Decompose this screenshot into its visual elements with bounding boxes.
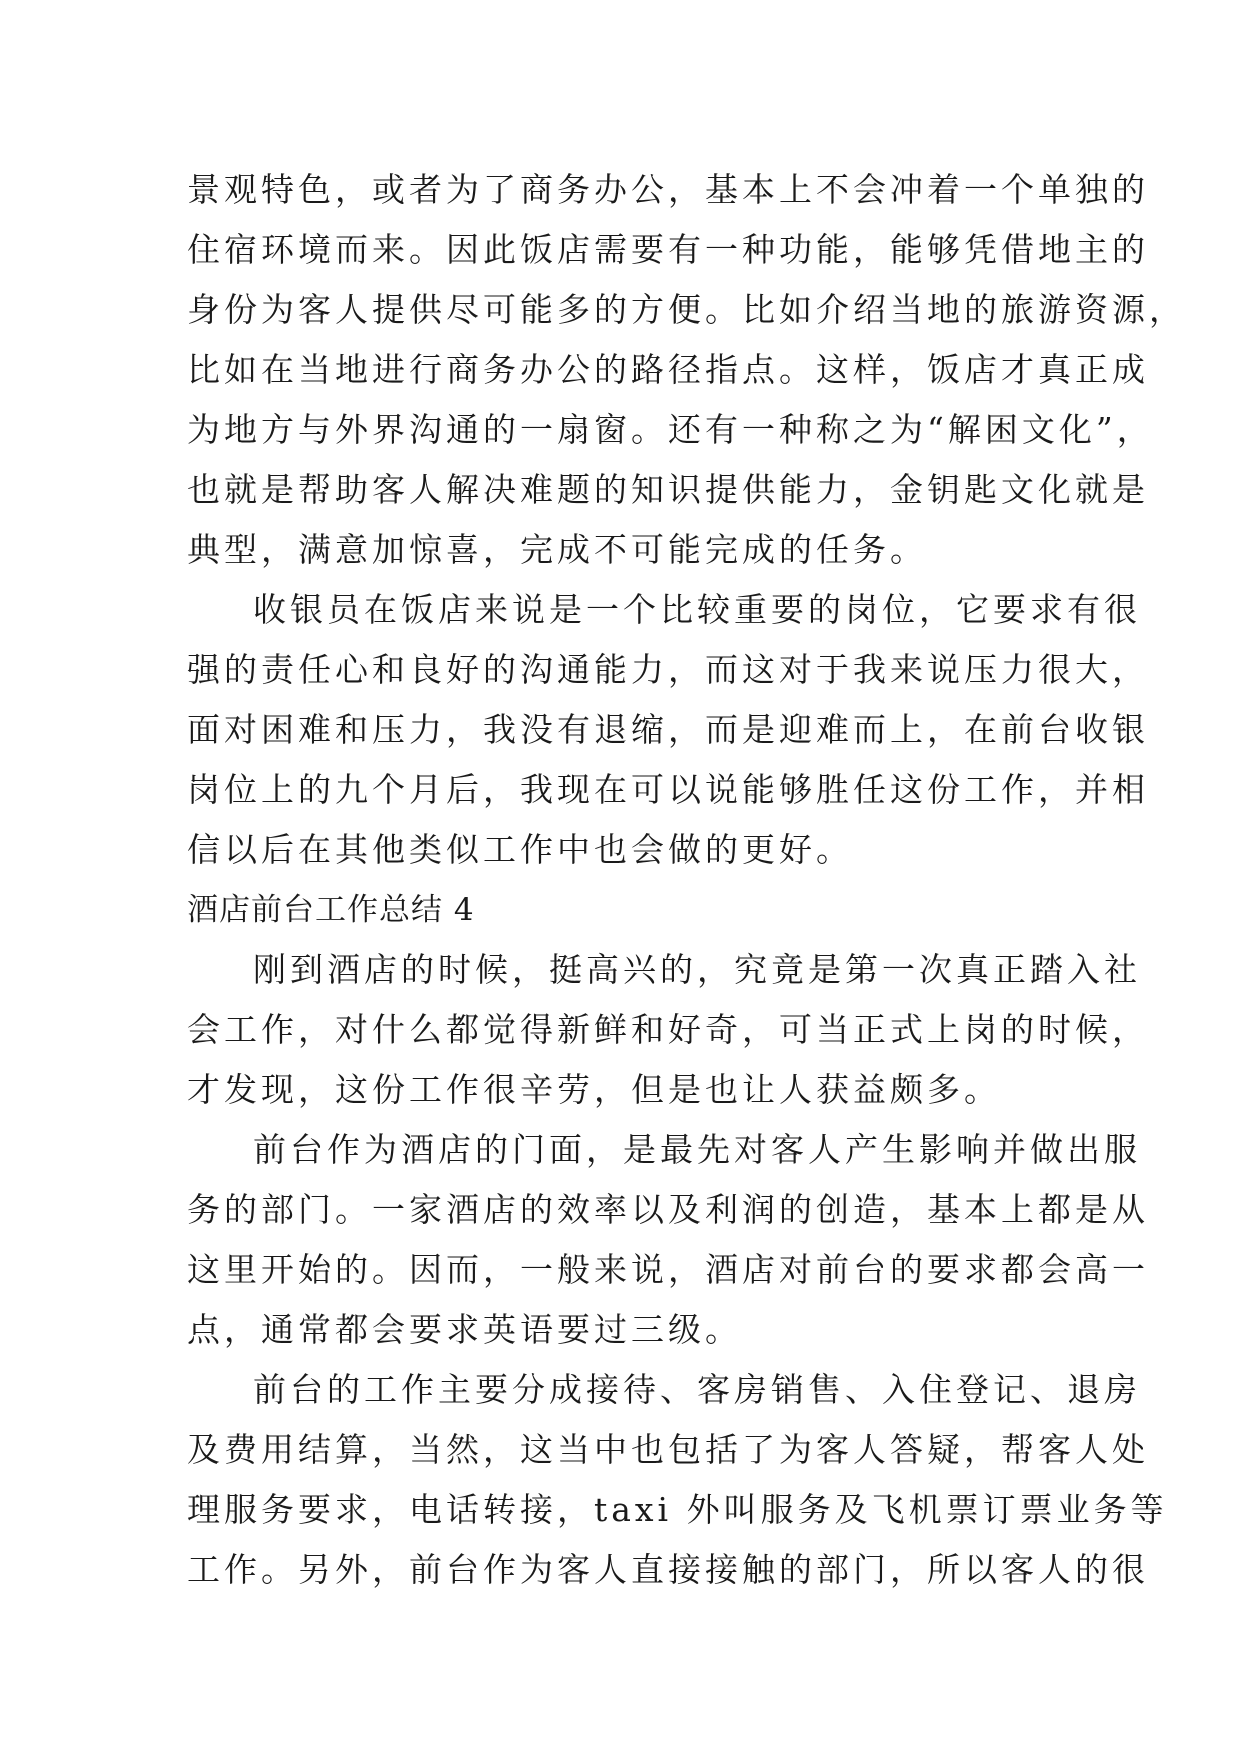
text-line: 强的责任心和良好的沟通能力，而这对于我来说压力很大， [187,650,1149,689]
text-line: 面对困难和压力，我没有退缩，而是迎难而上，在前台收银 [187,710,1149,749]
text-line: 前台的工作主要分成接待、客房销售、入住登记、退房 [253,1370,1141,1409]
text-line: 身份为客人提供尽可能多的方便。比如介绍当地的旅游资源， [187,290,1186,329]
paragraph [187,580,1149,880]
text-line: 工作。另外，前台作为客人直接接触的部门，所以客人的很 [187,1550,1149,1589]
text-line: 理服务要求，电话转接，taxi 外叫服务及飞机票订票业务等 [187,1490,1168,1529]
text-line: 刚到酒店的时候，挺高兴的，究竟是第一次真正踏入社 [253,950,1141,989]
document-body [187,160,1186,1600]
text-line: 收银员在饭店来说是一个比较重要的岗位，它要求有很 [253,590,1141,629]
text-line: 岗位上的九个月后，我现在可以说能够胜任这份工作，并相 [187,770,1149,809]
text-line: 信以后在其他类似工作中也会做的更好。 [187,830,853,869]
text-line: 及费用结算，当然，这当中也包括了为客人答疑，帮客人处 [187,1430,1149,1469]
paragraph [187,160,1186,580]
text-line: 也就是帮助客人解决难题的知识提供能力，金钥匙文化就是 [187,470,1149,509]
text-line: 住宿环境而来。因此饭店需要有一种功能，能够凭借地主的 [187,230,1149,269]
text-line: 点，通常都会要求英语要过三级。 [187,1310,742,1349]
paragraph [187,940,1149,1120]
text-line: 景观特色，或者为了商务办公，基本上不会冲着一个单独的 [187,170,1149,209]
text-line: 为地方与外界沟通的一扇窗。还有一种称之为“解困文化”， [187,410,1154,449]
text-line: 典型，满意加惊喜，完成不可能完成的任务。 [187,530,927,569]
text-line: 前台作为酒店的门面，是最先对客人产生影响并做出服 [253,1130,1141,1169]
text-line: 才发现，这份工作很辛劳，但是也让人获益颇多。 [187,1070,1001,1109]
paragraph [187,1120,1149,1360]
text-line: 这里开始的。因而，一般来说，酒店对前台的要求都会高一 [187,1250,1149,1289]
text-line: 会工作，对什么都觉得新鲜和好奇，可当正式上岗的时候， [187,1010,1149,1049]
text-line: 务的部门。一家酒店的效率以及利润的创造，基本上都是从 [187,1190,1149,1229]
text-line: 比如在当地进行商务办公的路径指点。这样，饭店才真正成 [187,350,1149,389]
section-heading: 酒店前台工作总结 4 [187,892,475,928]
paragraph [187,1360,1168,1600]
